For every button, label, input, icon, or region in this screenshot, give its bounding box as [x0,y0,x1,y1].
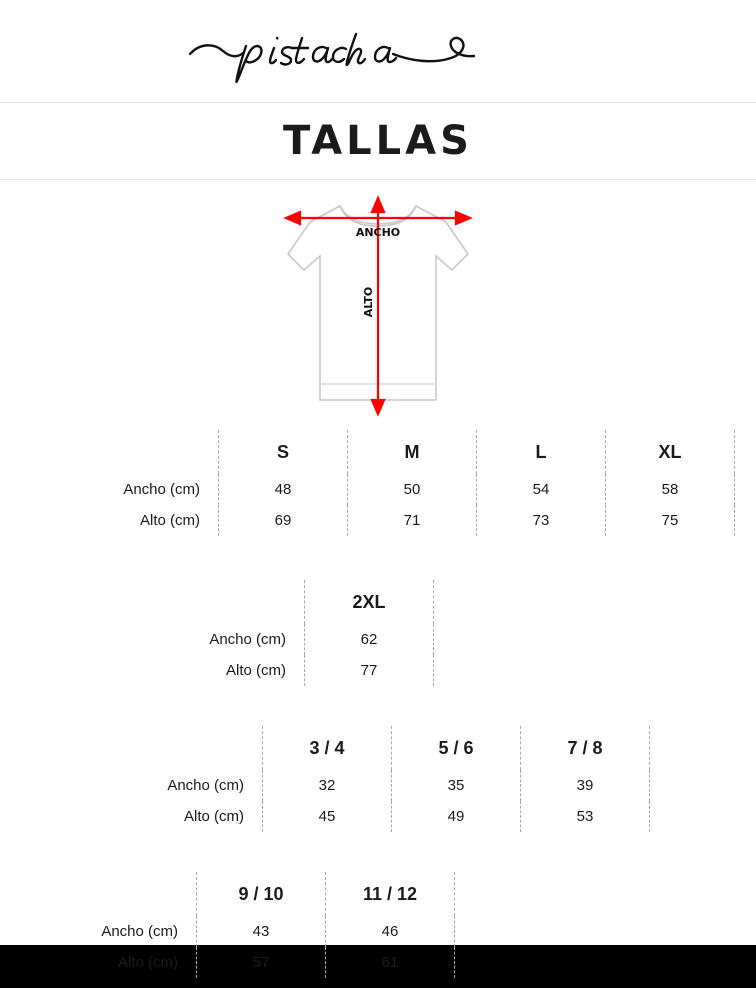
page-title-band [0,103,756,179]
table-right-edge [650,770,652,801]
row-label: Ancho (cm) [209,631,286,648]
size-guide-sheet [0,6,756,971]
table-right-edge [434,655,436,686]
page-title: TALLAS [283,118,473,164]
alto-label: ALTO [362,286,375,318]
table-right-edge [455,916,457,947]
table-right-edge [650,726,652,770]
table-header-row [20,430,736,474]
table-right-edge [735,474,737,505]
row-label: Alto (cm) [226,662,286,679]
size-table-adult-2 [106,580,435,686]
column-header: 11 / 12 [326,872,455,916]
column-header: 5 / 6 [392,726,521,770]
table-cell: 58 [606,474,735,505]
table-right-edge [650,801,652,832]
table-cell: 48 [219,474,348,505]
table-right-edge [735,505,737,536]
table-spacer [0,832,756,872]
table-row [0,916,456,947]
row-label: Alto (cm) [184,808,244,825]
table-right-edge [434,580,436,624]
table-cell: 35 [392,770,521,801]
table-spacer [0,536,756,580]
table-row [106,655,435,686]
table-cell: 62 [305,624,434,655]
table-row [0,947,456,978]
brand-header [0,6,756,102]
table-cell: 69 [219,505,348,536]
size-table-adult-1 [20,430,736,536]
column-header: 2XL [305,580,434,624]
corner-cell [64,726,263,770]
table-cell: 49 [392,801,521,832]
table-cell: 53 [521,801,650,832]
table-right-edge [735,430,737,474]
table-cell: 46 [326,916,455,947]
table-cell: 75 [606,505,735,536]
table-cell: 71 [348,505,477,536]
table-cell: 77 [305,655,434,686]
size-table-kids-2 [0,872,456,978]
size-table-kids-1 [64,726,651,832]
column-header: L [477,430,606,474]
column-header: S [219,430,348,474]
table-cell: 45 [263,801,392,832]
table-right-edge [455,872,457,916]
column-header: 3 / 4 [263,726,392,770]
corner-cell [106,580,305,624]
column-header: M [348,430,477,474]
size-tables [0,430,756,988]
table-row [20,474,736,505]
table-cell: 61 [326,947,455,978]
tshirt-measurement-diagram [0,180,756,430]
row-label: Alto (cm) [118,954,178,971]
table-row [64,770,651,801]
table-header-row [106,580,435,624]
table-cell: 39 [521,770,650,801]
table-spacer [0,686,756,726]
row-label: Alto (cm) [140,512,200,529]
table-row [106,624,435,655]
column-header: 7 / 8 [521,726,650,770]
column-header: XL [606,430,735,474]
table-cell: 57 [197,947,326,978]
column-header: 9 / 10 [197,872,326,916]
table-right-edge [434,624,436,655]
table-right-edge [455,947,457,978]
table-cell: 43 [197,916,326,947]
corner-cell [0,872,197,916]
table-header-row [64,726,651,770]
table-row [64,801,651,832]
corner-cell [20,430,219,474]
ancho-label: ANCHO [355,226,401,239]
row-label: Ancho (cm) [101,923,178,940]
table-cell: 32 [263,770,392,801]
table-cell: 54 [477,474,606,505]
table-header-row [0,872,456,916]
table-cell: 73 [477,505,606,536]
table-cell: 50 [348,474,477,505]
row-label: Ancho (cm) [167,777,244,794]
row-label: Ancho (cm) [123,481,200,498]
table-row [20,505,736,536]
pistacha-wordmark-icon [188,24,568,84]
